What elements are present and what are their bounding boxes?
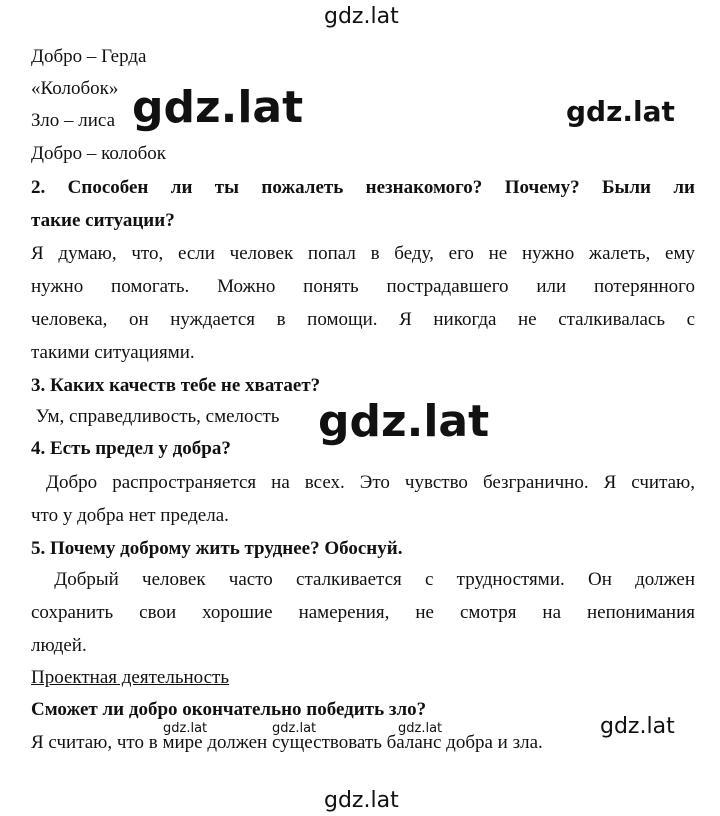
watermark: gdz.lat xyxy=(272,721,317,736)
question-6: Сможет ли добро окончательно победить зло? xyxy=(31,699,427,720)
watermark: gdz.lat xyxy=(398,721,443,736)
watermark: gdz.lat xyxy=(318,396,490,447)
answer-5: сохранить свои хорошие намерения, не смотря на непонимания xyxy=(31,602,695,623)
text-line: Добро – Герда xyxy=(31,46,147,67)
answer-2: такими ситуациями. xyxy=(31,342,195,363)
watermark: gdz.lat xyxy=(600,714,675,739)
answer-2: Я думаю, что, если человек попал в беду, его не нужно жалеть, ему xyxy=(31,243,695,264)
watermark: gdz.lat xyxy=(132,82,304,133)
text-line: Зло – лиса xyxy=(31,110,115,131)
question-2-cont: такие ситуации? xyxy=(31,210,175,231)
watermark: gdz.lat xyxy=(324,4,399,29)
watermark: gdz.lat xyxy=(566,95,675,128)
answer-6: Я считаю, что в мире должен существовать баланс добра и зла. xyxy=(31,732,543,753)
watermark: gdz.lat xyxy=(324,788,399,813)
answer-3: Ум, справедливость, смелость xyxy=(31,406,280,427)
text-line: Добро – колобок xyxy=(31,143,167,164)
text-line: «Колобок» xyxy=(31,78,119,99)
answer-2: нужно помогать. Можно понять пострадавшего или потерянного xyxy=(31,276,695,297)
section-heading: Проектная деятельность xyxy=(31,667,230,688)
question-3: 3. Каких качеств тебе не хватает? xyxy=(31,375,321,396)
answer-2: человека, он нуждается в помощи. Я никогда не сталкивалась с xyxy=(31,309,695,330)
answer-5: Добрый человек часто сталкивается с трудностями. Он должен xyxy=(31,569,695,590)
question-2: 2. Способен ли ты пожалеть незнакомого? Почему? Были ли xyxy=(31,177,695,198)
answer-4: что у добра нет предела. xyxy=(31,505,229,526)
question-5: 5. Почему доброму жить труднее? Обоснуй. xyxy=(31,538,403,559)
watermark: gdz.lat xyxy=(163,721,208,736)
question-4: 4. Есть предел у добра? xyxy=(31,438,231,459)
answer-4: Добро распространяется на всех. Это чувство безгранично. Я считаю, xyxy=(31,472,695,493)
answer-5: людей. xyxy=(31,635,87,656)
